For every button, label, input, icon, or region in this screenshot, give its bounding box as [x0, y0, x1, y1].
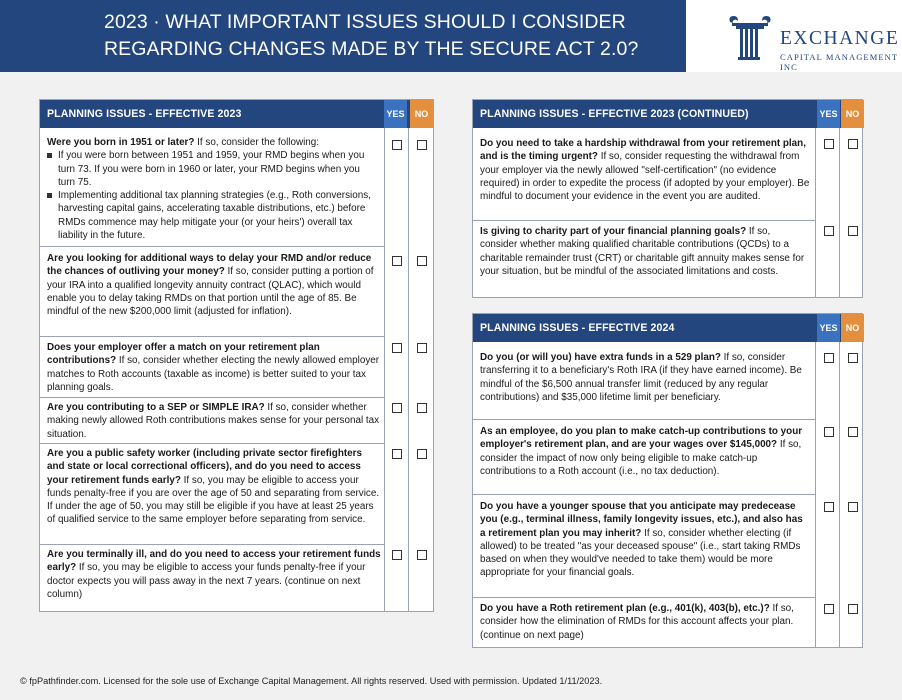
yes-checkbox[interactable]: [824, 604, 834, 614]
question-text: Do you have a Roth retirement plan (e.g., 401(k), 403(b), etc.)?: [480, 603, 770, 614]
page-title-line-1: 2023 · WHAT IMPORTANT ISSUES SHOULD I CONSIDER: [104, 11, 626, 33]
row-divider: [40, 544, 384, 545]
question-detail: If so, you may be eligible to access your funds penalty-free if you are over the age of 50 and separating from service. If under the age of 50, you may still be eligible if you have at least 25 years of qualified service to the same employer before separating from service.: [47, 474, 380, 526]
question-text: Are you terminally ill, and do you need to access your retirement funds early?: [47, 549, 381, 574]
question-text: Do you need to take a hardship withdrawal from your retirement plan, and is the timing urgent?: [480, 138, 806, 163]
question-text: Are you contributing to a SEP or SIMPLE IRA?: [47, 402, 265, 413]
question-detail: If so, consider whether making newly allowed Roth contributions makes sense for your personal tax situation.: [47, 402, 380, 440]
row-divider: [40, 397, 384, 398]
panel-header: [40, 100, 433, 128]
no-column-header: NO: [841, 100, 864, 128]
yes-checkbox[interactable]: [392, 449, 402, 459]
question-detail: If so, consider the impact of now only being eligible to make catch-up contributions to a Roth account (i.e., no tax deduction).: [480, 439, 802, 477]
question-detail: If so, consider the following:: [194, 137, 320, 148]
question-text: Does your employer offer a match on your retirement plan contributions?: [47, 342, 320, 367]
panel-title: PLANNING ISSUES - EFFECTIVE 2024: [480, 322, 675, 334]
panel-effective-2024: [472, 313, 863, 648]
logo-name: EXCHANGE: [780, 28, 900, 49]
yes-column-header: YES: [817, 100, 840, 128]
yes-checkbox[interactable]: [824, 226, 834, 236]
yes-column-header: YES: [817, 314, 840, 342]
yes-column-header: YES: [384, 100, 407, 128]
no-column-header: NO: [410, 100, 433, 128]
row-divider: [40, 246, 384, 247]
question-text: Do you (or will you) have extra funds in a 529 plan?: [480, 352, 721, 363]
no-checkbox[interactable]: [848, 502, 858, 512]
no-checkbox[interactable]: [848, 604, 858, 614]
no-checkbox[interactable]: [417, 140, 427, 150]
row-divider: [473, 220, 815, 221]
page-title-line-2: REGARDING CHANGES MADE BY THE SECURE ACT 2.0?: [104, 38, 639, 60]
question-text: Are you a public safety worker (including private sector firefighters and state or local correctional officers), and do you need to access your retirement funds early?: [47, 448, 362, 486]
column-divider: [384, 128, 385, 611]
panel-header: [473, 314, 862, 342]
no-column-header: NO: [841, 314, 864, 342]
logo-subtitle: CAPITAL MANAGEMENT INC: [780, 52, 899, 72]
no-checkbox[interactable]: [848, 427, 858, 437]
question-detail: If so, you may be eligible to access your funds penalty-free if your doctor expects you will pass away in the next 7 years. (continue on next column): [47, 562, 366, 600]
question-detail: If so, consider how the elimination of RMDs for this account affects your plan. (continue on next page): [480, 603, 794, 641]
question-text: Are you looking for additional ways to delay your RMD and/or reduce the chances of outliving your money?: [47, 253, 372, 278]
page-title: [104, 9, 674, 63]
no-checkbox[interactable]: [417, 256, 427, 266]
no-checkbox[interactable]: [417, 550, 427, 560]
question-text: Were you born in 1951 or later?: [47, 137, 195, 148]
question-detail: If so, consider whether electing the newly allowed employer matches to Roth accounts (taxable as income) is better suited to your tax planning goals.: [47, 355, 380, 393]
yes-checkbox[interactable]: [824, 427, 834, 437]
question-detail: If so, consider transferring it to a beneficiary's Roth IRA (if they have earned income). Be mindful of the $6,500 annual transfer limit (reduced by any regular contributions) and $35,000 lifetime limit per beneficiary.: [480, 352, 802, 403]
question-detail: If so, consider whether electing (if allowed) to be treated "as your deceased spouse" (i.e., start taking RMDs based on when they would've needed to take them) would be more appropriate for your financial goals.: [480, 527, 801, 579]
yes-checkbox[interactable]: [392, 140, 402, 150]
panel-title: PLANNING ISSUES - EFFECTIVE 2023: [47, 108, 242, 120]
question-detail: If so, consider requesting the withdrawal from your employer via the newly allowed "self-certification" (no evidence required) in order to expedite the process (if adopted by your employer). Be mindful to document your evidence in the event you are audited.: [480, 151, 810, 203]
row-divider: [473, 419, 815, 420]
company-logo: [686, 0, 902, 72]
yes-checkbox[interactable]: [392, 343, 402, 353]
row-divider: [473, 494, 815, 495]
question-detail: If so, consider whether making qualified charitable contributions (QCDs) to a charitable remainder trust (CRT) or charitable gift annuity makes sense for your situation, but be mindful of the associated limitations and costs.: [480, 226, 805, 277]
column-capital-icon: [724, 10, 776, 62]
panel-header: [473, 100, 862, 128]
no-checkbox[interactable]: [848, 226, 858, 236]
column-divider: [815, 128, 816, 297]
row-divider: [40, 336, 384, 337]
yes-checkbox[interactable]: [824, 353, 834, 363]
column-divider: [815, 342, 816, 647]
question-text: Is giving to charity part of your financial planning goals?: [480, 226, 747, 237]
question-detail: If so, consider putting a portion of your IRA into a qualified longevity annuity contract (QLAC), which would enable you to delay taking RMDs on that portion until the age of 85. Be mindful of the new $200,000 limit (adjusted for inflation).: [47, 266, 374, 318]
header-banner: [0, 0, 686, 72]
row-divider: [40, 443, 384, 444]
no-checkbox[interactable]: [417, 449, 427, 459]
column-divider: [839, 342, 840, 647]
bullet-item: If you were born between 1951 and 1959, your RMD begins when you turn 73. If you were born in 1960 or later, your RMD begins when you turn 75.: [47, 149, 377, 189]
panel-effective-2023: [39, 99, 434, 612]
no-checkbox[interactable]: [848, 139, 858, 149]
question-text: Do you have a younger spouse that you anticipate may predecease you (e.g., terminal illness, family longevity issues, etc.), and also has a retirement plan you may inherit?: [480, 501, 803, 539]
no-checkbox[interactable]: [417, 343, 427, 353]
question-text: As an employee, do you plan to make catch-up contributions to your employer's retirement plan, and are your wages over $145,000?: [480, 426, 803, 451]
yes-checkbox[interactable]: [392, 256, 402, 266]
bullet-item: Implementing additional tax planning strategies (e.g., Roth conversions, harvesting capital gains, accelerating taxable distributions, etc.) before RMDs commence may help mitigate your (or your heirs') overall tax liability in the future.: [47, 189, 377, 242]
yes-checkbox[interactable]: [392, 403, 402, 413]
footer-copyright: © fpPathfinder.com. Licensed for the sole use of Exchange Capital Management. All rights reserved. Used with permission. Updated 1/11/2023.: [20, 676, 603, 686]
row-divider: [473, 597, 815, 598]
column-divider: [839, 128, 840, 297]
no-checkbox[interactable]: [417, 403, 427, 413]
panel-effective-2023-continued: [472, 99, 863, 298]
no-checkbox[interactable]: [848, 353, 858, 363]
panel-title: PLANNING ISSUES - EFFECTIVE 2023 (CONTINUED): [480, 108, 749, 120]
yes-checkbox[interactable]: [824, 502, 834, 512]
column-divider: [408, 128, 409, 611]
yes-checkbox[interactable]: [824, 139, 834, 149]
yes-checkbox[interactable]: [392, 550, 402, 560]
